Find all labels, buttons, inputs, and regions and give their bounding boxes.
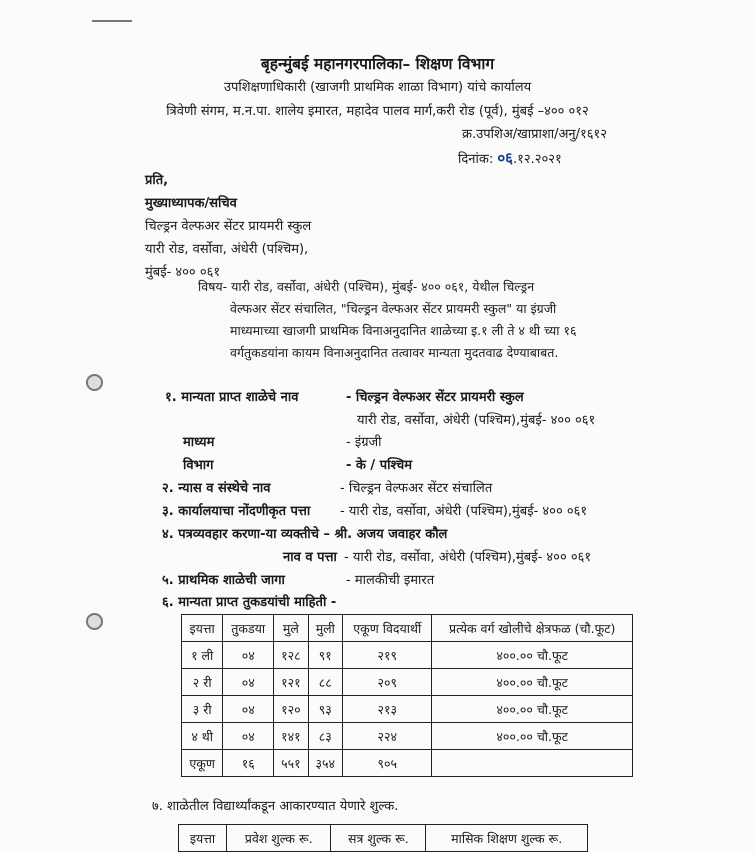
table-cell: १२८ [274, 642, 308, 669]
letterhead-office: उपशिक्षणाधिकारी (खाजगी प्राथमिक शाळा विभाग) यांचे कार्यालय [223, 80, 532, 95]
header-cell: तुकडया [223, 615, 274, 642]
table-row [182, 723, 633, 750]
header-cell: मुली [308, 615, 342, 642]
item1-value: - चिल्ड्रन वेल्फअर सेंटर प्रायमरी स्कुल [346, 390, 524, 405]
punch-hole-top [86, 374, 103, 391]
letter-date [458, 148, 562, 168]
table-cell [432, 750, 633, 777]
item5-label: ५. प्राथमिक शाळेची जागा [162, 573, 285, 588]
item4-sub-label: नाव व पत्ता [283, 550, 337, 565]
table-cell: ०४ [223, 669, 274, 696]
date-label: दिनांक: [458, 152, 494, 167]
table-cell: ९०५ [343, 750, 432, 777]
punch-hole-bottom [86, 613, 103, 630]
table-cell: १४१ [274, 723, 308, 750]
table-cell: २१९ [343, 642, 432, 669]
table-cell: ९१ [308, 642, 342, 669]
table-cell: ५५१ [274, 750, 308, 777]
table-cell: ३ री [182, 696, 223, 723]
table-cell: १६ [223, 750, 274, 777]
reference-number: क्र.उपशिअ/खाप्राशा/अनु/१६१२ [462, 127, 608, 142]
table-row [182, 642, 633, 669]
fees-header-row [179, 825, 588, 852]
table-cell: एकूण [182, 750, 223, 777]
header-cell: मुले [274, 615, 308, 642]
table-total-row [182, 750, 633, 777]
table-cell: २ री [182, 669, 223, 696]
recipient-city: मुंबई- ४०० ०६१ [145, 265, 221, 280]
divisions-table [181, 614, 633, 777]
letterhead-address: त्रिवेणी संगम, म.न.पा. शालेय इमारत, महादेव पालव मार्ग,करी रोड (पूर्व), मुंबई –४०० ०१२ [166, 104, 589, 119]
item1-address: यारी रोड, वर्सोवा, अंधेरी (पश्चिम),मुंबई- ४०० ०६१ [357, 413, 596, 428]
table-cell: १ ली [182, 642, 223, 669]
division-label: विभाग [183, 458, 214, 473]
header-cell: प्रत्येक वर्ग खोलीचे क्षेत्रफळ (चौ.फूट) [432, 615, 633, 642]
item1-label: १. मान्यता प्राप्त शाळेचे नाव [165, 390, 299, 405]
header-cell: इयत्ता [179, 825, 227, 852]
table-cell: ३५४ [308, 750, 342, 777]
table-cell: ४००.०० चौ.फूट [432, 669, 633, 696]
header-cell: एकूण विदयार्थी [343, 615, 432, 642]
fees-heading: ७. शाळेतील विद्यार्थ्यांकडून आकारण्यात येणारे शुल्क. [152, 799, 399, 814]
item4-sub-value: - यारी रोड, वर्सोवा, अंधेरी (पश्चिम),मुंबई- ४०० ०६१ [344, 550, 592, 565]
table-row [182, 696, 633, 723]
scan-mark [92, 20, 132, 22]
table-cell: ०४ [223, 723, 274, 750]
header-cell: प्रवेश शुल्क रू. [226, 825, 330, 852]
date-month-year: .१२.२०२१ [512, 152, 562, 167]
salutation-prati: प्रति, [145, 173, 169, 188]
item2-label: २. न्यास व संस्थेचे नाव [162, 481, 271, 496]
letterhead-title: बृहन्मुंबई महानगरपालिका– शिक्षण विभाग [260, 55, 495, 73]
table-cell: २२४ [343, 723, 432, 750]
item2-value: - चिल्ड्रन वेल्फअर सेंटर संचालित [340, 481, 493, 496]
subject-line-1: विषय- यारी रोड, वर्सोवा, अंधेरी (पश्चिम), मुंबई- ४०० ०६१, येथील चिल्ड्रन [198, 279, 535, 294]
division-value: - के / पश्चिम [346, 458, 413, 473]
table-cell: ४००.०० चौ.फूट [432, 642, 633, 669]
table-cell: ४००.०० चौ.फूट [432, 696, 633, 723]
item6-label: ६. मान्यता प्राप्त तुकडयांची माहिती - [162, 595, 337, 610]
medium-value: - इंग्रजी [346, 435, 382, 450]
date-day-handwritten: ०६ [497, 149, 513, 167]
table-cell: ०४ [223, 642, 274, 669]
item3-value: - यारी रोड, वर्सोवा, अंधेरी (पश्चिम),मुंबई- ४०० ०६१ [340, 504, 588, 519]
recipient-role: मुख्याध्यापक/सचिव [145, 196, 237, 211]
table-cell: ४ थी [182, 723, 223, 750]
header-cell: मासिक शिक्षण शुल्क रू. [426, 825, 588, 852]
fees-table [178, 824, 588, 852]
medium-label: माध्यम [183, 435, 215, 450]
table-cell: ८८ [308, 669, 342, 696]
table-cell: १२० [274, 696, 308, 723]
table-cell: ८३ [308, 723, 342, 750]
header-cell: सत्र शुल्क रू. [331, 825, 426, 852]
subject-line-4: वर्गतुकडयांना कायम विनाअनुदानित तत्वावर मान्यता मुदतवाढ देण्याबाबत. [230, 345, 559, 360]
table-row [182, 669, 633, 696]
item5-value: - मालकीची इमारत [346, 573, 435, 588]
header-cell: इयत्ता [182, 615, 223, 642]
recipient-address-line: यारी रोड, वर्सोवा, अंधेरी (पश्चिम), [145, 242, 309, 257]
table-cell: ४००.०० चौ.फूट [432, 723, 633, 750]
subject-line-3: माध्यमाच्या खाजगी प्राथमिक विनाअनुदानित शाळेच्या इ.१ ली ते ४ थी च्या १६ [230, 323, 577, 338]
table-cell: १२१ [274, 669, 308, 696]
table-cell: ०४ [223, 696, 274, 723]
item4-label: ४. पत्रव्यवहार करणा-या व्यक्तीचे – श्री. अजय जवाहर कौल [162, 527, 448, 542]
table-cell: २१३ [343, 696, 432, 723]
subject-line-2: वेल्फअर सेंटर संचालित, "चिल्ड्रन वेल्फअर सेंटर प्रायमरी स्कुल" या इंग्रजी [230, 301, 557, 316]
table-cell: ९३ [308, 696, 342, 723]
item3-label: ३. कार्यालयाचा नोंदणीकृत पत्ता [162, 504, 311, 519]
table-cell: २०९ [343, 669, 432, 696]
recipient-school: चिल्ड्रन वेल्फअर सेंटर प्रायमरी स्कुल [145, 219, 312, 234]
table-header-row [182, 615, 633, 642]
